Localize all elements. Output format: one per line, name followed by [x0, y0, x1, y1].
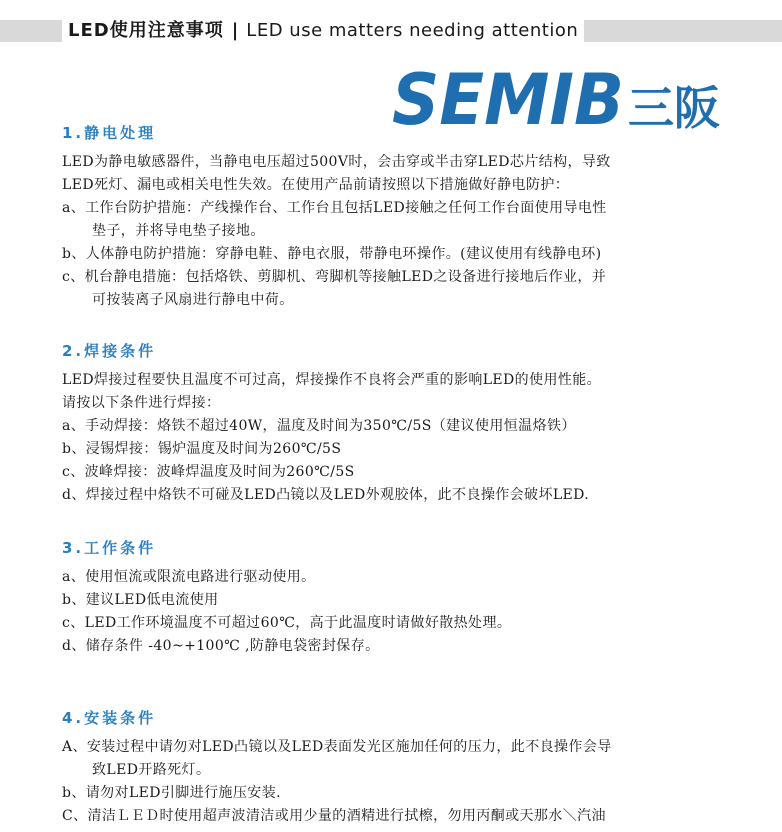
list-item: c、机台静电措施：包括烙铁、剪脚机、弯脚机等接触LED之设备进行接地后作业，并 [62, 269, 607, 285]
list-item: a、工作台防护措施：产线操作台、工作台且包括LED接触之任何工作台面使用导电性 [62, 200, 607, 216]
section-installation [62, 707, 762, 828]
list-item: a、使用恒流或限流电路进行驱动使用。 [62, 569, 316, 585]
logo-wordmark: SEMIB [392, 64, 624, 136]
section-soldering [62, 340, 762, 507]
list-item: c、LED工作环境温度不可超过60℃，高于此温度时请做好散热处理。 [62, 615, 512, 631]
list-item: d、焊接过程中烙铁不可碰及LED凸镜以及LED外观胶体，此不良操作会破坏LED. [62, 487, 590, 503]
section-title: 4.安装条件 [62, 709, 157, 727]
list-item: b、浸锡焊接：锡炉温度及时间为260℃/5S [62, 441, 342, 457]
list-item: b、人体静电防护措施：穿静电鞋、静电衣服，带静电环操作。(建议使用有线静电环) [62, 246, 602, 262]
list-item-continuation: 垫子，并将导电垫子接地。 [92, 223, 265, 239]
header-title-cn: LED使用注意事项 [68, 20, 224, 41]
body-line: 请按以下条件进行焊接： [62, 395, 221, 411]
logo-cn: 三阪 [628, 81, 720, 135]
header-separator: | [231, 20, 239, 41]
body-line: LED死灯、漏电或相关电性失效。在使用产品前请按照以下措施做好静电防护： [62, 177, 570, 193]
list-item: b、建议LED低电流使用 [62, 592, 219, 608]
list-item: c、波峰焊接：波峰焊温度及时间为260℃/5S [62, 464, 355, 480]
list-item-continuation: 致LED开路死灯。 [92, 762, 211, 778]
header-title-en: LED use matters needing attention [246, 20, 579, 41]
list-item: d、储存条件 -40~+100℃ ,防静电袋密封保存。 [62, 638, 380, 654]
list-item: C、清洁ＬＥＤ时使用超声波清洁或用少量的酒精进行拭檫，勿用丙酮或天那水＼汽油 [62, 808, 606, 824]
section-title: 3.工作条件 [62, 539, 157, 557]
body-line: LED焊接过程要快且温度不可过高，焊接操作不良将会严重的影响LED的使用性能。 [62, 372, 602, 388]
page-header [62, 18, 584, 44]
list-item-continuation: 可按装离子风扇进行静电中荷。 [92, 292, 294, 308]
section-title: 2.焊接条件 [62, 342, 157, 360]
list-item: A、安装过程中请勿对LED凸镜以及LED表面发光区施加任何的压力，此不良操作会导 [62, 739, 612, 755]
list-item: a、手动焊接：烙铁不超过40W，温度及时间为350℃/5S（建议使用恒温烙铁） [62, 418, 576, 434]
section-operating-conditions [62, 537, 762, 658]
section-title: 1.静电处理 [62, 124, 157, 142]
body-line: LED为静电敏感器件，当静电电压超过500V时，会击穿或半击穿LED芯片结构，导致 [62, 154, 611, 170]
section-static-handling [62, 122, 762, 312]
list-item: b、请勿对LED引脚进行施压安装. [62, 785, 281, 801]
